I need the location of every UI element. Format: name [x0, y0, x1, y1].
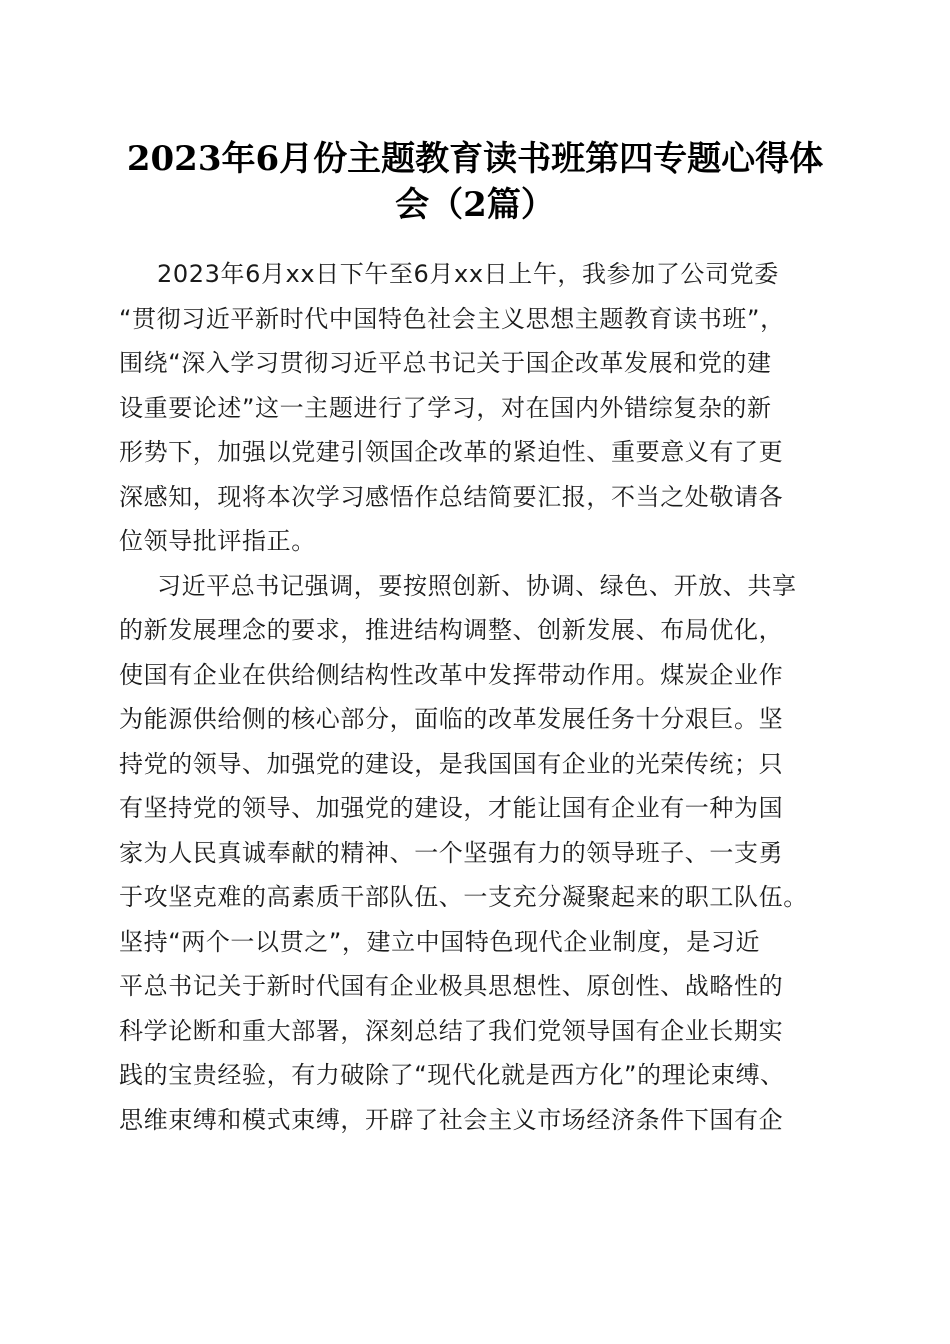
text-line: 形势下，加强以党建引领国企改革的紧迫性、重要意义有了更: [119, 438, 784, 466]
paragraph-2: [119, 564, 834, 1143]
text-line: 使国有企业在供给侧结构性改革中发挥带动作用。煤炭企业作: [119, 660, 784, 689]
text-line: 习近平总书记强调，要按照创新、协调、绿色、开放、共享: [157, 571, 797, 600]
text-line: 思维束缚和模式束缚，开辟了社会主义市场经济条件下国有企: [119, 1105, 784, 1134]
text-line: 持党的领导、加强党的建设，是我国国有企业的光荣传统；只: [119, 749, 784, 778]
title-line-1: 2023年6月份主题教育读书班第四专题心得体: [126, 139, 824, 179]
text-line: 科学论断和重大部署，深刻总结了我们党领导国有企业长期实: [119, 1016, 784, 1045]
paragraph-1: [119, 252, 834, 564]
document-title: [100, 136, 850, 228]
text-line: 践的宝贵经验，有力破除了“现代化就是西方化”的理论束缚、: [119, 1061, 785, 1089]
text-line: 坚持“两个一以贯之”，建立中国特色现代企业制度，是习近: [119, 927, 761, 956]
title-line-2: 会（2篇）: [395, 185, 555, 225]
text-line: 围绕“深入学习贯彻习近平总书记关于国企改革发展和党的建: [119, 349, 772, 377]
text-line: 位领导批评指正。: [119, 527, 316, 555]
document-body: [119, 252, 834, 1142]
text-line: 有坚持党的领导、加强党的建设，才能让国有企业有一种为国: [119, 794, 784, 822]
text-line: “贯彻习近平新时代中国特色社会主义思想主题教育读书班”，: [119, 304, 785, 333]
text-line: 设重要论述”这一主题进行了学习，对在国内外错综复杂的新: [119, 393, 772, 422]
text-line: 为能源供给侧的核心部分，面临的改革发展任务十分艰巨。坚: [119, 705, 784, 733]
text-line: 家为人民真诚奉献的精神、一个坚强有力的领导班子、一支勇: [119, 838, 784, 867]
text-line: 深感知，现将本次学习感悟作总结简要汇报，不当之处敬请各: [119, 482, 784, 511]
text-line: 2023年6月xx日下午至6月xx日上午，我参加了公司党委: [157, 260, 779, 288]
text-line: 平总书记关于新时代国有企业极具思想性、原创性、战略性的: [119, 972, 784, 1000]
text-line: 于攻坚克难的高素质干部队伍、一支充分凝聚起来的职工队伍。: [119, 883, 808, 911]
text-line: 的新发展理念的要求，推进结构调整、创新发展、布局优化，: [119, 616, 784, 644]
